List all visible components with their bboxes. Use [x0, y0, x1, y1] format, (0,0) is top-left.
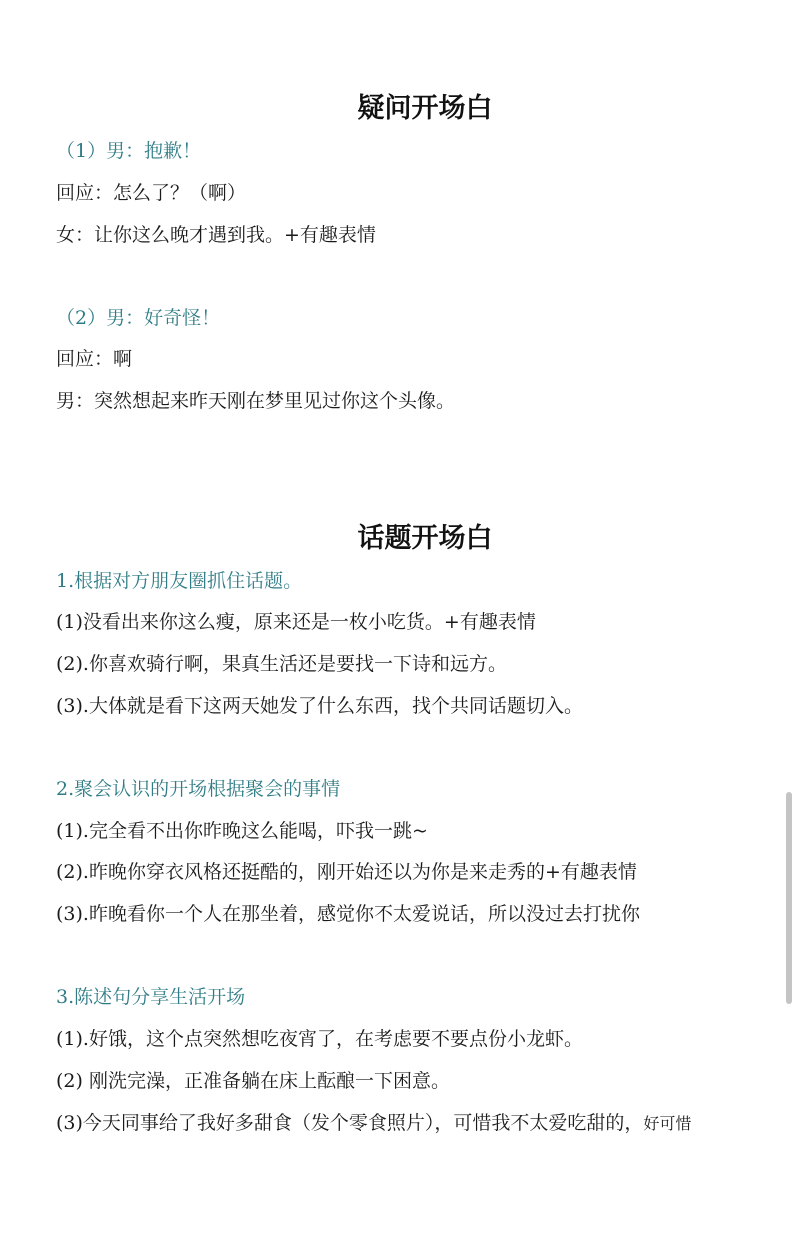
- section-title-question-openers: 疑问开场白: [357, 93, 493, 124]
- topic-2-item: (1).完全看不出你昨晚这么能喝，吓我一跳~: [56, 820, 428, 842]
- topic-1-item: (2).你喜欢骑行啊，果真生活还是要找一下诗和远方。: [56, 653, 507, 675]
- question-1-heading: （1）男：抱歉！: [56, 140, 202, 162]
- topic-3-item: (1).好饿，这个点突然想吃夜宵了，在考虑要不要点份小龙虾。: [56, 1028, 583, 1050]
- topic-2-item: (3).昨晚看你一个人在那坐着，感觉你不太爱说话，所以没过去打扰你: [56, 903, 640, 925]
- topic-3-item: [56, 1110, 691, 1137]
- topic-1-item: (3).大体就是看下这两天她发了什么东西，找个共同话题切入。: [56, 695, 583, 717]
- topic-3-item: (2) 刚洗完澡，正准备躺在床上酝酿一下困意。: [56, 1070, 450, 1092]
- topic-3-item-tail: 好可惜: [643, 1114, 692, 1133]
- topic-1-heading: 1.根据对方朋友圈抓住话题。: [56, 570, 303, 592]
- question-2-reply: 回应：啊: [56, 348, 133, 370]
- question-2-answer: 男：突然想起来昨天刚在梦里见过你这个头像。: [56, 390, 456, 412]
- topic-2-heading: 2.聚会认识的开场根据聚会的事情: [56, 778, 341, 800]
- topic-2-item: (2).昨晚你穿衣风格还挺酷的，刚开始还以为你是来走秀的+有趣表情: [56, 861, 637, 883]
- question-1-answer: 女：让你这么晚才遇到我。+有趣表情: [56, 224, 376, 246]
- topic-1-item: (1)没看出来你这么瘦，原来还是一枚小吃货。+有趣表情: [56, 611, 536, 633]
- question-1-reply: 回应：怎么了？（啊）: [56, 182, 247, 204]
- vertical-scrollbar[interactable]: [786, 792, 792, 1004]
- section-title-topic-openers: 话题开场白: [357, 523, 493, 554]
- topic-3-item-text: (3)今天同事给了我好多甜食（发个零食照片），可惜我不太爱吃甜的，: [56, 1112, 644, 1134]
- question-2-heading: （2）男：好奇怪！: [56, 307, 221, 329]
- topic-3-heading: 3.陈述句分享生活开场: [56, 986, 246, 1008]
